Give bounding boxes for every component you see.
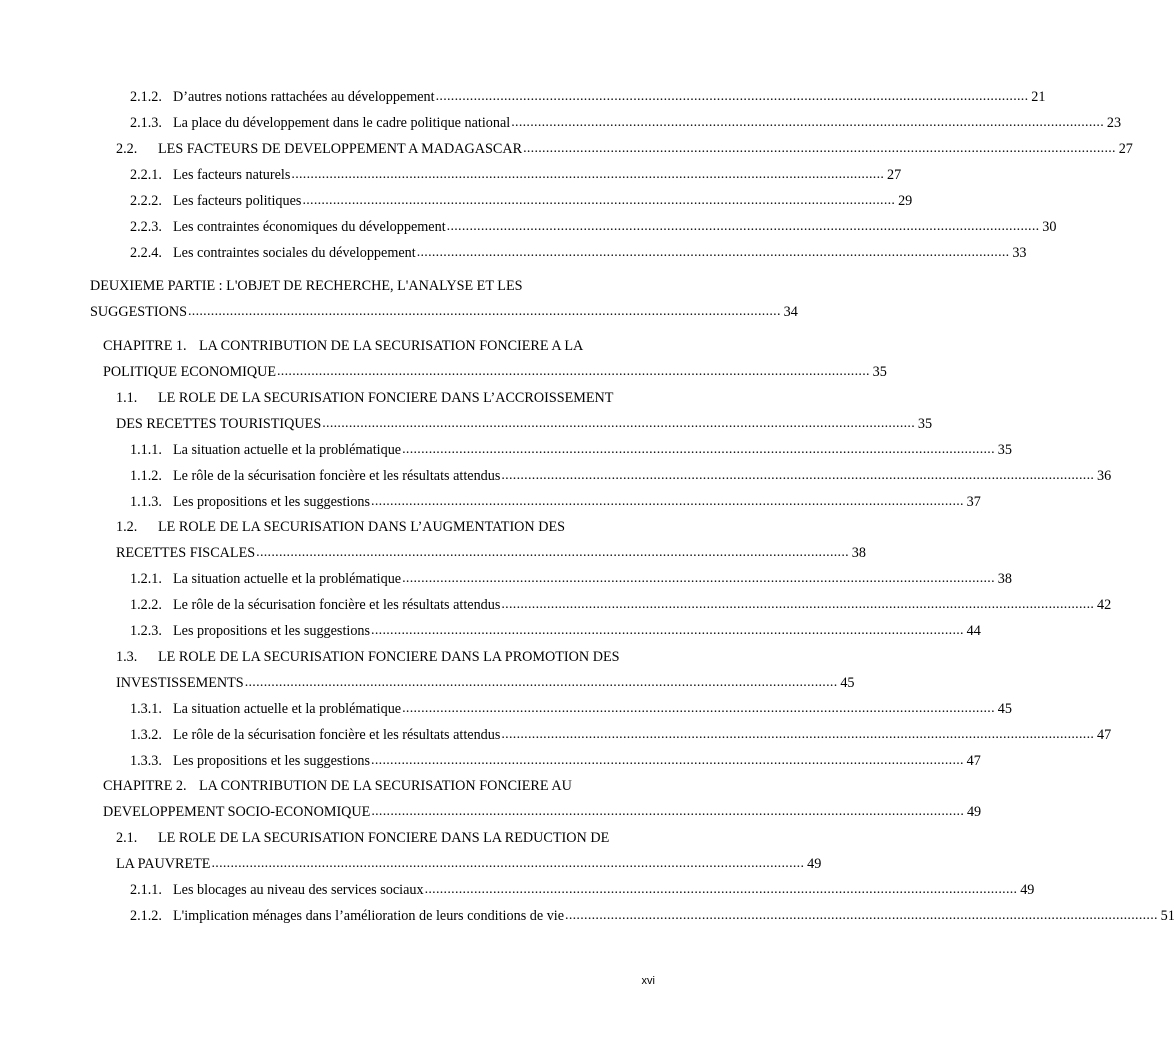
- toc-entry[interactable]: 1.3.3. Les propositions et les suggestions ............................................................................................................................................................ 47: [130, 753, 981, 769]
- page-number: 49: [807, 856, 822, 872]
- page-number: 21: [1031, 89, 1046, 105]
- toc-entry[interactable]: INVESTISSEMENTS ............................................................................................................................................................ 45: [116, 675, 855, 691]
- section-heading-line1: 1.2. LE ROLE DE LA SECURISATION DANS L’AUGMENTATION DES: [116, 519, 566, 535]
- toc-entry[interactable]: 2.2.4. Les contraintes sociales du développement ............................................................................................................................................................ 33: [130, 245, 1027, 261]
- dot-leader: ............................................................................................................................................................: [416, 245, 1010, 260]
- dot-leader: ............................................................................................................................................................: [291, 167, 885, 182]
- page-number: 44: [966, 623, 981, 639]
- page-number: 45: [997, 701, 1012, 717]
- dot-leader: ............................................................................................................................................................: [187, 304, 781, 319]
- section-heading-line1: 2.1. LE ROLE DE LA SECURISATION FONCIERE DANS LA REDUCTION DE: [116, 830, 610, 846]
- page-number: 35: [917, 416, 933, 432]
- dot-leader: ............................................................................................................................................................: [511, 115, 1105, 130]
- toc-entry[interactable]: POLITIQUE ECONOMIQUE ............................................................................................................................................................ 35: [103, 364, 887, 380]
- toc-entry[interactable]: 2.2. LES FACTEURS DE DEVELOPPEMENT A MADAGASCAR ............................................................................................................................................................ 27: [116, 141, 1133, 157]
- page-number: 49: [966, 804, 982, 820]
- toc-entry[interactable]: 2.1.1. Les blocages au niveau des services sociaux ............................................................................................................................................................ 49: [130, 882, 1035, 898]
- toc-entry[interactable]: 2.2.2. Les facteurs politiques ............................................................................................................................................................ 29: [130, 193, 913, 209]
- dot-leader: ............................................................................................................................................................: [371, 623, 964, 638]
- chapter-heading-line1: CHAPITRE 2. LA CONTRIBUTION DE LA SECURISATION FONCIERE AU: [103, 778, 572, 794]
- dot-leader: ............................................................................................................................................................: [211, 856, 805, 871]
- toc-entry[interactable]: 2.1.3. La place du développement dans le cadre politique national ............................................................................................................................................................ 23: [130, 115, 1122, 131]
- page-number: 33: [1012, 245, 1027, 261]
- dot-leader: ............................................................................................................................................................: [402, 442, 995, 457]
- dot-leader: ............................................................................................................................................................: [435, 89, 1029, 104]
- toc-entry[interactable]: 2.1.2. L'implication ménages dans l’amélioration de leurs conditions de vie ............................................................................................................................................................ 51: [130, 908, 1175, 924]
- dot-leader: ............................................................................................................................................................: [277, 364, 870, 379]
- toc-entry[interactable]: SUGGESTIONS ............................................................................................................................................................ 34: [90, 304, 798, 320]
- section-heading-line1: 1.3. LE ROLE DE LA SECURISATION FONCIERE DANS LA PROMOTION DES: [116, 649, 620, 665]
- page-number: 36: [1097, 468, 1112, 484]
- page-number: 34: [783, 304, 798, 320]
- toc-entry[interactable]: 1.2.2. Le rôle de la sécurisation foncière et les résultats attendus ............................................................................................................................................................ 42: [130, 597, 1112, 613]
- toc-entry[interactable]: 2.1.2. D’autres notions rattachées au développement ............................................................................................................................................................ 21: [130, 89, 1046, 105]
- page-number: 29: [898, 193, 913, 209]
- dot-leader: ............................................................................................................................................................: [371, 494, 964, 509]
- dot-leader: ............................................................................................................................................................: [501, 468, 1095, 483]
- page-number: 51: [1160, 908, 1175, 924]
- toc-entry[interactable]: 2.2.1. Les facteurs naturels ............................................................................................................................................................ 27: [130, 167, 902, 183]
- chapter-heading-line1: CHAPITRE 1. LA CONTRIBUTION DE LA SECURISATION FONCIERE A LA: [103, 338, 584, 354]
- toc-entry[interactable]: 1.1.3. Les propositions et les suggestions ............................................................................................................................................................ 37: [130, 494, 981, 510]
- page-number: 30: [1042, 219, 1057, 235]
- toc-entry[interactable]: 1.3.1. La situation actuelle et la problématique ............................................................................................................................................................ 45: [130, 701, 1012, 717]
- dot-leader: ............................................................................................................................................................: [501, 597, 1095, 612]
- toc-entry[interactable]: 1.1.1. La situation actuelle et la problématique ............................................................................................................................................................ 35: [130, 442, 1012, 458]
- page-number: 47: [966, 753, 981, 769]
- page-number: 45: [840, 675, 855, 691]
- dot-leader: ............................................................................................................................................................: [256, 545, 849, 560]
- dot-leader: ............................................................................................................................................................: [244, 675, 838, 690]
- page-number: 27: [1118, 141, 1133, 157]
- dot-leader: ............................................................................................................................................................: [523, 141, 1116, 156]
- page-number: 38: [851, 545, 866, 561]
- toc-entry[interactable]: 1.2.3. Les propositions et les suggestions ............................................................................................................................................................ 44: [130, 623, 981, 639]
- page-number: 27: [887, 167, 902, 183]
- page-number: 42: [1097, 597, 1112, 613]
- dot-leader: ............................................................................................................................................................: [302, 193, 896, 208]
- dot-leader: ............................................................................................................................................................: [501, 727, 1095, 742]
- dot-leader: ............................................................................................................................................................: [402, 571, 995, 586]
- part-heading-line1: DEUXIEME PARTIE : L'OBJET DE RECHERCHE, L'ANALYSE ET LES: [90, 278, 523, 294]
- footer-page-number: xvi: [641, 975, 655, 987]
- dot-leader: ............................................................................................................................................................: [322, 416, 916, 431]
- page-number: 35: [872, 364, 887, 380]
- toc-entry[interactable]: DEVELOPPEMENT SOCIO-ECONOMIQUE ............................................................................................................................................................ 49: [103, 804, 982, 820]
- toc-entry[interactable]: 1.1.2. Le rôle de la sécurisation foncière et les résultats attendus ............................................................................................................................................................ 36: [130, 468, 1112, 484]
- toc-entry[interactable]: LA PAUVRETE ............................................................................................................................................................ 49: [116, 856, 822, 872]
- page-number: 49: [1020, 882, 1035, 898]
- toc-entry[interactable]: 1.2.1. La situation actuelle et la problématique ............................................................................................................................................................ 38: [130, 571, 1012, 587]
- toc-entry[interactable]: DES RECETTES TOURISTIQUES ............................................................................................................................................................ 35: [116, 416, 933, 432]
- page-number: 38: [997, 571, 1012, 587]
- toc-entry[interactable]: 1.3.2. Le rôle de la sécurisation foncière et les résultats attendus ............................................................................................................................................................ 47: [130, 727, 1112, 743]
- dot-leader: ............................................................................................................................................................: [371, 753, 964, 768]
- page-number: 37: [966, 494, 981, 510]
- dot-leader: ............................................................................................................................................................: [402, 701, 995, 716]
- page-number: 35: [997, 442, 1012, 458]
- dot-leader: ............................................................................................................................................................: [371, 804, 965, 819]
- page-number: 23: [1106, 115, 1122, 131]
- toc-entry[interactable]: 2.2.3. Les contraintes économiques du développement ............................................................................................................................................................ 30: [130, 219, 1057, 235]
- dot-leader: ............................................................................................................................................................: [446, 219, 1040, 234]
- dot-leader: ............................................................................................................................................................: [424, 882, 1018, 897]
- dot-leader: ............................................................................................................................................................: [565, 908, 1158, 923]
- page-number: 47: [1097, 727, 1112, 743]
- toc-entry[interactable]: RECETTES FISCALES ............................................................................................................................................................ 38: [116, 545, 866, 561]
- section-heading-line1: 1.1. LE ROLE DE LA SECURISATION FONCIERE DANS L’ACCROISSEMENT: [116, 390, 614, 406]
